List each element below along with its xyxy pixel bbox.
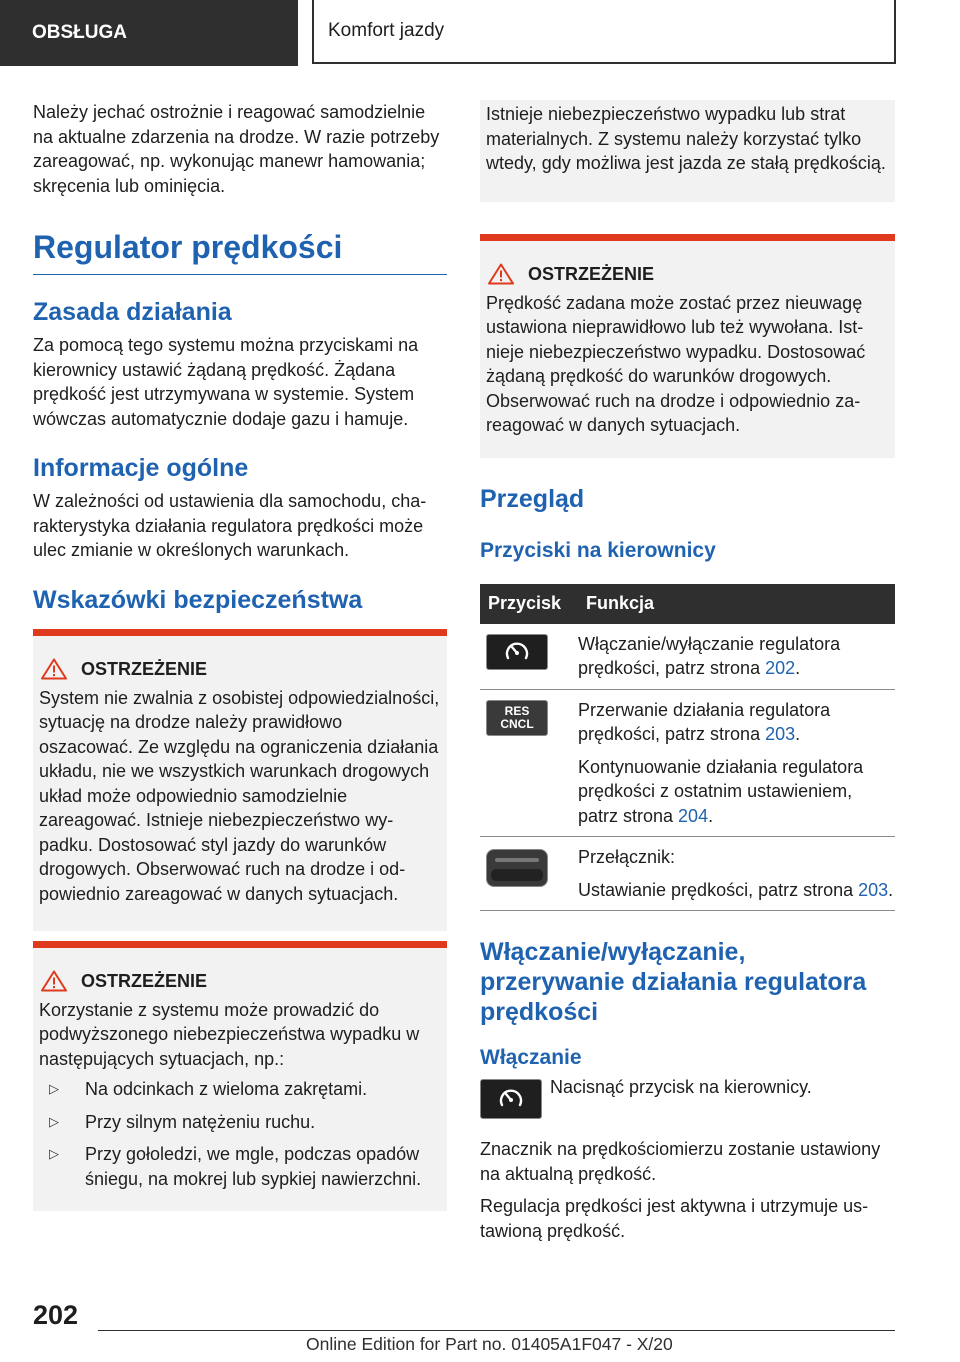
footer-divider — [98, 1330, 895, 1331]
function-text: Przerwanie działania regulatora prędkości, patrz strona 203. — [578, 699, 831, 744]
chapter-title: Komfort jazdy — [328, 20, 445, 41]
on-paragraph-1: Znacznik na prędkościomierzu zostanie ustawiony na aktualną prędkość. — [480, 1139, 881, 1184]
buttons-heading: Przyciski na kierownicy — [480, 538, 716, 562]
warning-title: OSTRZEŻENIE — [39, 658, 441, 680]
page-link[interactable]: 202 — [765, 658, 796, 678]
warning-triangle-icon — [488, 263, 514, 285]
page-number: 202 — [33, 1300, 79, 1330]
general-paragraph: W zależności od ustawienia dla samochodu, charakterystyka działania regulatora prędkości może ulec zmianie w określonych warunkach. — [33, 491, 427, 560]
warning-title: OSTRZEŻENIE — [39, 970, 441, 992]
bullet-triangle-icon: ▷ — [49, 1081, 59, 1096]
function-text: Włączanie/wyłączanie regulatora prędkości, patrz strona 202. — [578, 633, 841, 678]
section-title: OBSŁUGA — [32, 22, 127, 43]
cruise-control-button-icon — [486, 634, 548, 670]
principle-paragraph: Za pomocą tego systemu można przyciskami na kierownicy ustawić żądaną prędkość. Żądana prędkość jest utrzymywana w systemie. System wówczas automatycznie dodaje gazu i hamuje. — [33, 335, 419, 429]
warning-text: Korzystanie z systemu może prowadzić do podwyższonego niebezpieczeństwa wypadku w następujących sytuacjach, np.: — [39, 999, 420, 1069]
list-item: ▷ Przy silnym natężeniu ruchu. — [39, 1110, 441, 1135]
table-row — [480, 837, 895, 911]
warning-box — [33, 941, 447, 1212]
on-instruction: Nacisnąć przycisk na kierownicy. — [550, 1077, 812, 1097]
continued-paragraph: Istnieje niebezpieczeństwo wypadku lub strat materialnych. Z systemu należy korzystać tylko wtedy, gdy możliwa jest jazda ze stałą prędkością. — [486, 104, 886, 173]
page-link[interactable]: 203 — [858, 879, 889, 900]
warning-bullet-list — [39, 1077, 441, 1191]
warning-text: System nie zwalnia z osobistej odpowiedzialności, sytuację na drodze należy prawidłowo oszacować. Ze względu na ograniczenia działania układu, nie we wszystkich warunkach drogowych układ może odpowiednio samodzielnie zareagować. Istnieje niebezpieczeństwo wypadku. Dostosować styl jazdy do warunków drogowych. Obserwować ruch na drodze i odpowiednio zareagować w danych sytuacjach. — [39, 687, 440, 904]
intro-paragraph: Należy jechać ostrożnie i reagować samodzielnie na aktualne zdarzenia na drodze. W razie potrzeby zareagować, np. wykonując manewr hamowania; skręcenia lub ominięcia. — [33, 102, 440, 196]
overview-heading: Przegląd — [480, 484, 585, 513]
general-heading: Informacje ogólne — [33, 454, 249, 482]
chapter-tab — [312, 0, 896, 64]
column-header-button: Przycisk — [480, 584, 578, 624]
speedometer-icon — [496, 1086, 526, 1112]
on-instruction-row — [480, 1075, 895, 1119]
section-tab — [0, 0, 298, 66]
function-text: Przełącznik: — [578, 847, 676, 867]
column-header-function: Funkcja — [578, 584, 895, 624]
speedometer-icon — [502, 639, 532, 665]
page-link[interactable]: 203 — [765, 724, 796, 744]
table-row — [480, 624, 895, 690]
bullet-triangle-icon: ▷ — [49, 1146, 59, 1161]
table-row — [480, 689, 895, 837]
list-item: ▷ Na odcinkach z wieloma zakrętami. — [39, 1077, 441, 1102]
warning-title: OSTRZEŻENIE — [486, 263, 889, 285]
buttons-table — [480, 584, 895, 912]
warning-triangle-icon — [41, 970, 67, 992]
res-cncl-button-icon: RES CNCL — [486, 700, 548, 736]
page-link[interactable]: 204 — [678, 805, 709, 826]
warning-triangle-icon — [41, 658, 67, 680]
cruise-control-button-icon — [480, 1079, 542, 1119]
onoff-heading: Włączanie/wyłączanie, przerywanie działania regulatora prędkości — [480, 938, 867, 1026]
warning-box — [33, 629, 447, 931]
page-title: Regulator prędkości — [33, 228, 447, 275]
on-heading: Włączanie — [480, 1046, 582, 1069]
principle-heading: Zasada działania — [33, 298, 232, 326]
function-text: Ustawianie prędkości, patrz strona 203. — [578, 879, 894, 900]
function-text: Kontynuowanie działania regulatora prędkości z ostatnim ustawieniem, patrz strona 204. — [578, 756, 864, 826]
bullet-triangle-icon: ▷ — [49, 1113, 59, 1129]
list-item: ▷ Przy gołoledzi, we mgle, podczas opadów śniegu, na mokrej lub sypkiej nawierzchni. — [39, 1142, 441, 1191]
on-paragraph-2: Regulacja prędkości jest aktywna i utrzymuje ustawioną prędkość. — [480, 1196, 869, 1241]
continued-warning-box — [480, 100, 895, 202]
warning-box — [480, 234, 895, 458]
left-column — [33, 100, 447, 1211]
table-header-row — [480, 584, 895, 624]
edition-text: Online Edition for Part no. 01405A1F047 - X/20 — [306, 1334, 673, 1354]
safety-heading: Wskazówki bezpieczeństwa — [33, 585, 363, 614]
rocker-switch-icon — [486, 849, 548, 887]
right-column — [480, 100, 895, 1243]
warning-text: Prędkość zadana może zostać przez nieuwagę ustawiona nieprawidłowo lub też wywołana. Istnieje niebezpieczeństwo wypadku. Dostosować żądaną prędkość do warunków drogowych. Obserwować ruch na drodze i odpowiednio zareagować w danych sytuacjach. — [486, 292, 866, 435]
